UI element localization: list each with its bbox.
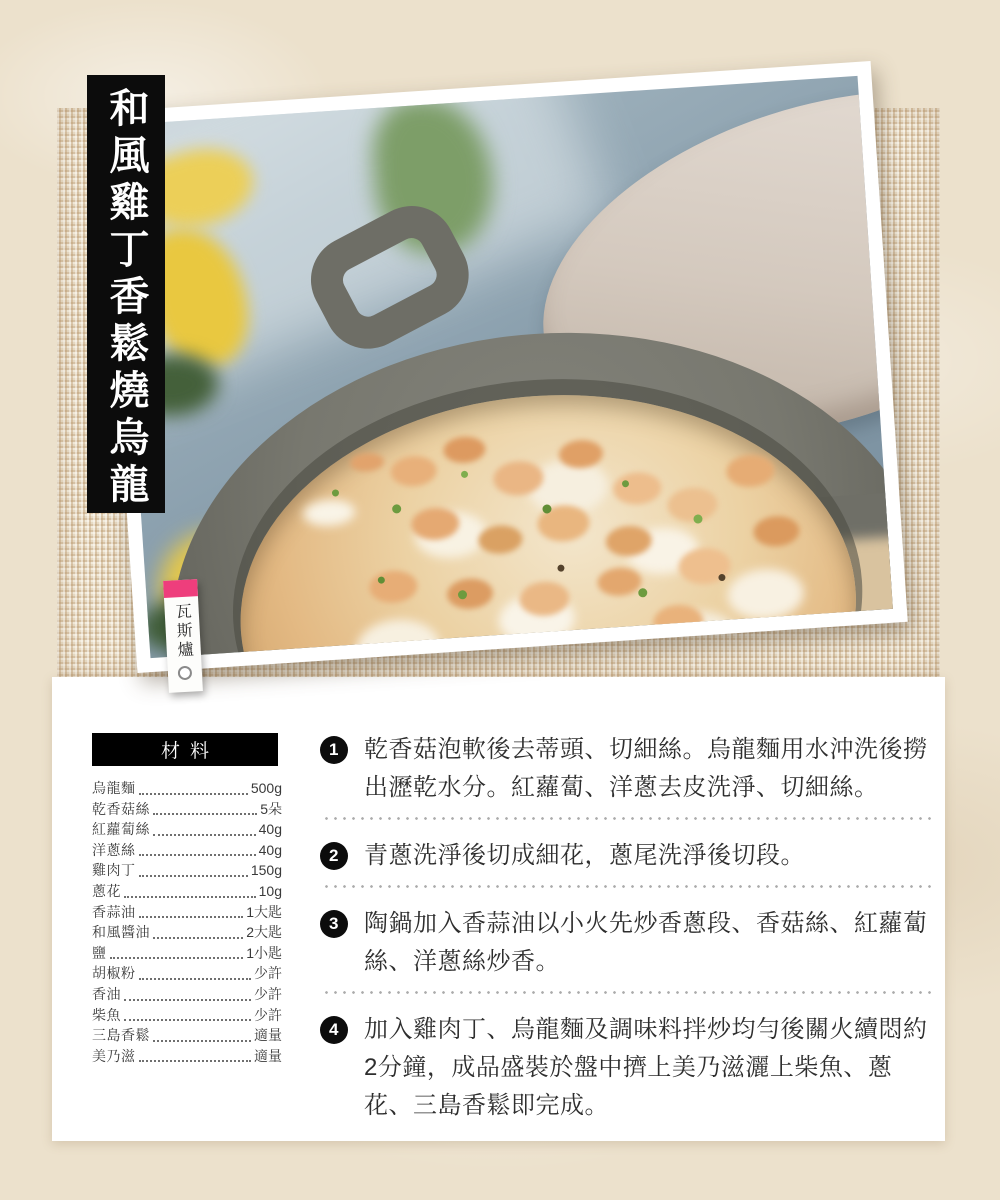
step-number-badge: 1 [320, 736, 348, 764]
dish-photo [115, 76, 893, 661]
ingredient-amount: 5朵 [260, 800, 282, 817]
ingredient-name: 雞肉丁 [92, 862, 136, 879]
step-item [320, 1011, 932, 1125]
step-item [320, 905, 932, 981]
photo-frame [100, 61, 908, 673]
ingredient-amount: 少許 [254, 965, 282, 982]
ingredient-dots [124, 999, 251, 1001]
step-item [320, 837, 932, 875]
herb-specks [332, 489, 339, 496]
ingredient-amount: 2大匙 [246, 924, 282, 941]
ingredient-name: 鹽 [92, 944, 107, 961]
ingredient-dots [139, 793, 248, 795]
recipe-title-banner [87, 75, 165, 513]
ingredient-name: 洋蔥絲 [92, 841, 136, 858]
tag-pink-header [163, 579, 198, 598]
ingredient-dots [139, 1060, 252, 1062]
step-text: 乾香菇泡軟後去蒂頭、切細絲。烏龍麵用水沖洗後撈出瀝乾水分。紅蘿蔔、洋蔥去皮洗淨、切細絲。 [364, 736, 928, 801]
ingredient-row [92, 922, 282, 943]
ingredient-name: 蔥花 [92, 882, 121, 899]
tag-hole-icon [178, 666, 193, 681]
step-text: 青蔥洗淨後切成細花，蔥尾洗淨後切段。 [364, 842, 805, 869]
step-number-badge: 2 [320, 842, 348, 870]
ingredient-name: 柴魚 [92, 1006, 121, 1023]
ingredient-dots [153, 813, 257, 815]
ingredient-amount: 500g [250, 780, 282, 796]
tag-label: 瓦斯爐 [172, 602, 193, 661]
ingredient-dots [124, 1019, 251, 1021]
ingredient-dots [110, 957, 244, 959]
ingredient-row [92, 860, 282, 881]
ingredient-row [92, 881, 282, 902]
ingredient-row [92, 1046, 282, 1067]
step-text: 加入雞肉丁、烏龍麵及調味料拌炒均勻後關火續悶約2分鐘，成品盛裝於盤中擠上美乃滋灑上柴魚、蔥花、三島香鬆即完成。 [364, 1016, 928, 1119]
ingredient-name: 烏龍麵 [92, 780, 136, 796]
ingredient-dots [153, 834, 256, 836]
ingredient-row [92, 963, 282, 984]
ingredient-amount: 40g [258, 821, 282, 838]
ingredient-amount: 40g [258, 841, 282, 858]
recipe-title: 和風雞丁香鬆燒烏龍 [104, 87, 149, 510]
ingredient-row [92, 943, 282, 964]
step-separator [322, 885, 932, 888]
ingredient-name: 香油 [92, 985, 121, 1002]
ingredient-dots [153, 1040, 251, 1042]
ingredient-amount: 1大匙 [246, 903, 282, 920]
ingredient-dots [139, 875, 248, 877]
ingredient-name: 紅蘿蔔絲 [92, 821, 150, 838]
step-text: 陶鍋加入香蒜油以小火先炒香蔥段、香菇絲、紅蘿蔔絲、洋蔥絲炒香。 [364, 910, 928, 975]
ingredient-dots [139, 854, 256, 856]
ingredients-list [92, 778, 282, 1066]
ingredient-row [92, 840, 282, 861]
ingredient-dots [139, 978, 252, 980]
ingredient-name: 和風醬油 [92, 924, 150, 941]
ingredient-name: 胡椒粉 [92, 965, 136, 982]
ingredient-row [92, 902, 282, 923]
step-separator [322, 991, 932, 994]
step-number-badge: 3 [320, 910, 348, 938]
ingredient-row [92, 778, 282, 799]
ingredient-name: 乾香菇絲 [92, 800, 150, 817]
ingredient-name: 美乃滋 [92, 1047, 136, 1064]
ingredient-name: 香蒜油 [92, 903, 136, 920]
ingredient-amount: 適量 [254, 1047, 282, 1064]
ingredient-amount: 適量 [254, 1027, 282, 1044]
ingredient-dots [139, 916, 244, 918]
ingredient-row [92, 819, 282, 840]
ingredient-amount: 1小匙 [246, 944, 282, 961]
ingredient-name: 三島香鬆 [92, 1027, 150, 1044]
ingredient-amount: 少許 [254, 1006, 282, 1023]
ingredient-row [92, 984, 282, 1005]
ingredient-amount: 150g [250, 862, 282, 879]
step-item [320, 731, 932, 807]
ingredient-row [92, 1025, 282, 1046]
ingredient-row [92, 799, 282, 820]
steps-section [320, 731, 932, 1125]
ingredient-dots [153, 937, 243, 939]
step-separator [322, 817, 932, 820]
ingredient-dots [124, 896, 256, 898]
ingredient-row [92, 1005, 282, 1026]
content-panel [52, 677, 945, 1141]
step-number-badge: 4 [320, 1016, 348, 1044]
ingredient-amount: 少許 [254, 985, 282, 1002]
equipment-tag [163, 579, 203, 693]
ingredients-header: 材料 [92, 733, 278, 766]
ingredients-section [92, 733, 282, 1066]
bonito-flakes [349, 452, 384, 472]
mayo-drizzle [302, 498, 356, 527]
ingredient-amount: 10g [258, 882, 282, 899]
